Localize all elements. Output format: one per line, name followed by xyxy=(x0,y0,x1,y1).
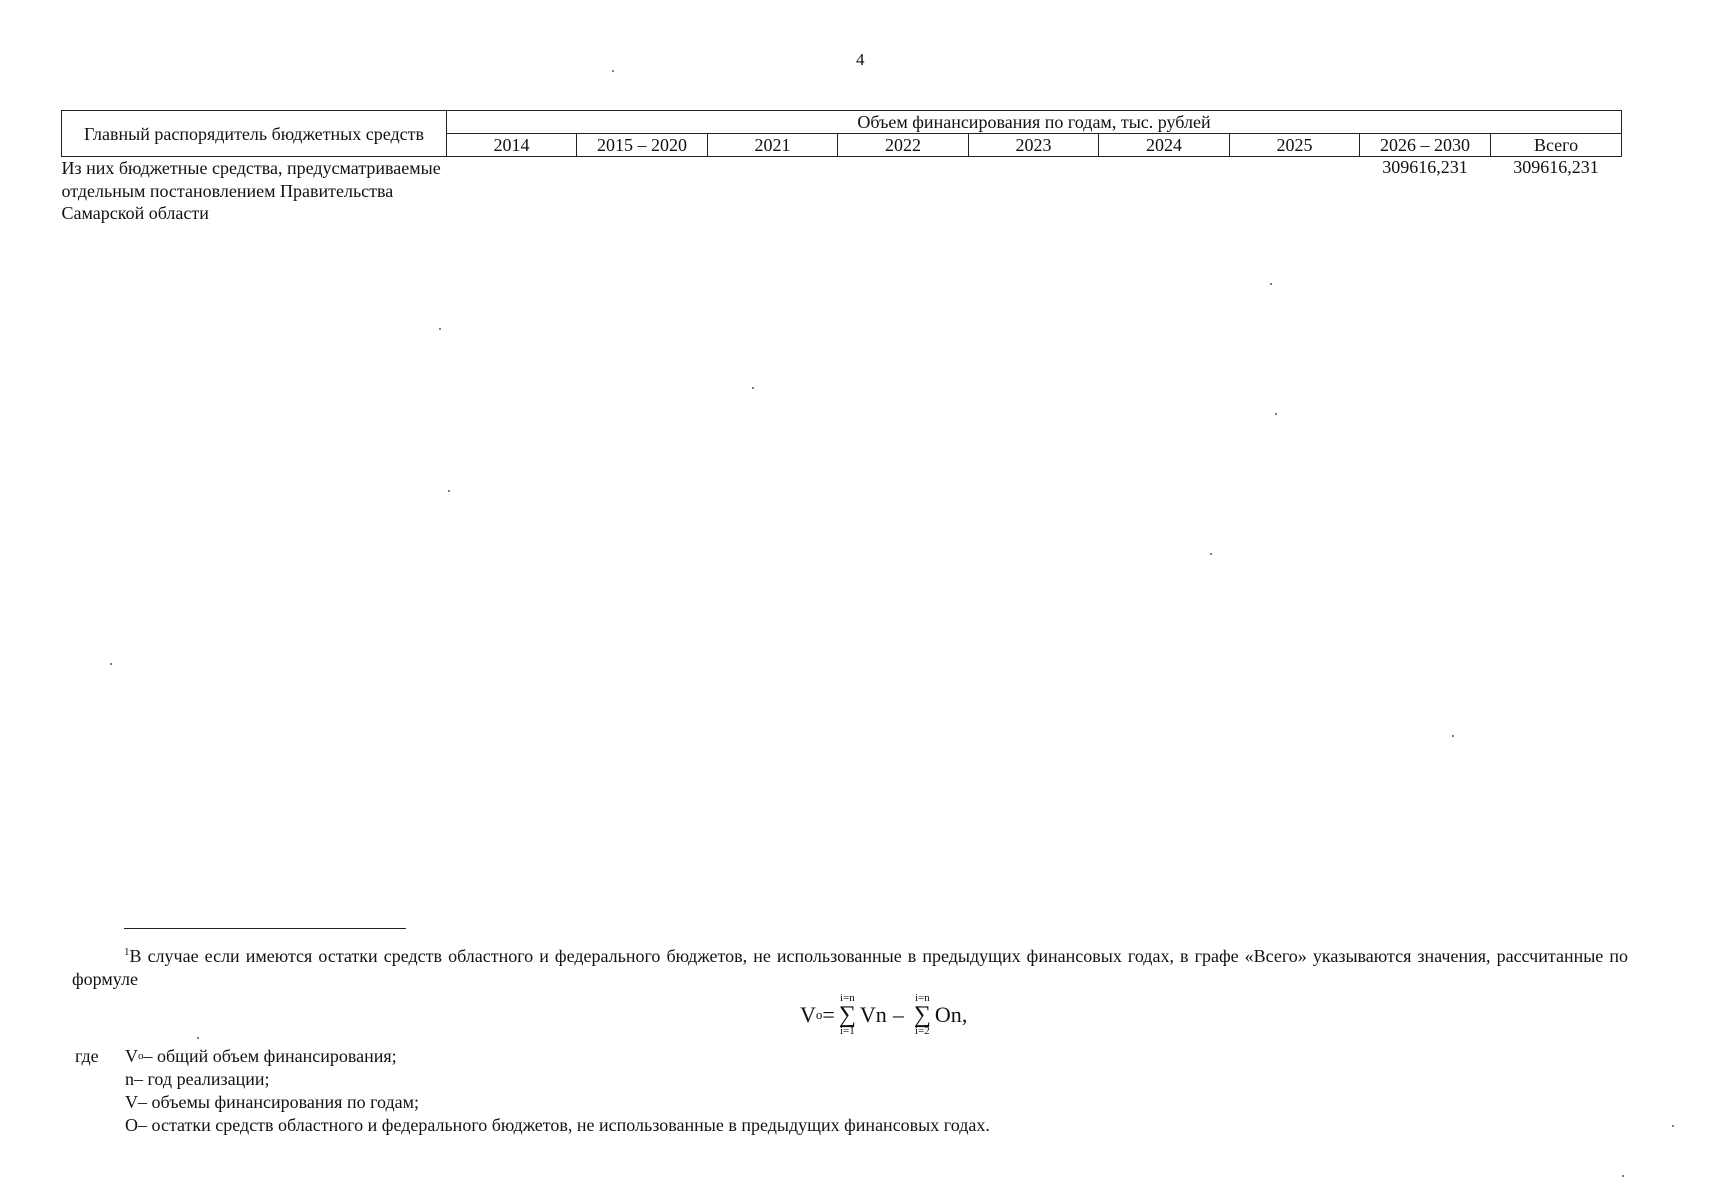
table-row xyxy=(62,157,1622,225)
table-cell xyxy=(838,157,969,225)
definition-row xyxy=(75,1114,990,1137)
page-number: 4 xyxy=(856,50,865,69)
definition-row xyxy=(75,1068,990,1091)
definition-sub: о xyxy=(138,1050,144,1062)
sum-operator-1 xyxy=(839,993,856,1037)
sigma-icon: ∑ xyxy=(913,1002,931,1028)
definition-row xyxy=(75,1045,990,1068)
definition-text: – объемы финансирования по годам; xyxy=(138,1092,420,1112)
footnote-marker: 1 xyxy=(124,946,130,958)
table-header-year: 2024 xyxy=(1099,134,1230,157)
sum-upper-limit: i=n xyxy=(914,992,930,1004)
definitions xyxy=(75,1045,990,1137)
table-header-year: 2026 – 2030 xyxy=(1360,134,1491,157)
sigma-icon: ∑ xyxy=(838,1002,856,1028)
table-header-year: 2015 – 2020 xyxy=(577,134,708,157)
table-cell xyxy=(1230,157,1360,225)
footnote-text xyxy=(72,941,1628,990)
formula-lhs: V xyxy=(800,1002,816,1027)
table-header-year: 2014 xyxy=(447,134,577,157)
table-cell-total: 309616,231 xyxy=(1513,157,1599,177)
definition-text: – общий объем финансирования; xyxy=(143,1046,397,1066)
table-header-distributor: Главный распорядитель бюджетных средств xyxy=(62,111,447,157)
sum-upper-limit: i=n xyxy=(839,992,855,1004)
table-header-total: Всего xyxy=(1491,134,1622,157)
table-cell-2026-2030: 309616,231 xyxy=(1382,157,1468,177)
table-header-year: 2022 xyxy=(838,134,969,157)
formula-minus: – xyxy=(892,1002,904,1027)
table-cell xyxy=(447,157,577,225)
definition-symbol: V xyxy=(125,1046,138,1066)
formula-end: , xyxy=(961,1002,968,1027)
table-header-year: 2025 xyxy=(1230,134,1360,157)
definitions-lead: где xyxy=(75,1046,99,1066)
sum-lower-limit: i=1 xyxy=(839,1025,855,1037)
row-label: Из них бюджетные средства, предусматриваемые отдельным постановлением Правительства Самарской области xyxy=(61,158,441,223)
definition-symbol: n xyxy=(125,1069,134,1089)
formula-lhs-sub: o xyxy=(815,1007,823,1022)
table-header-financing: Объем финансирования по годам, тыс. рублей xyxy=(447,111,1622,134)
sum-operator-2 xyxy=(914,993,931,1037)
sum-lower-limit: i=2 xyxy=(914,1025,930,1037)
sum-term-1: Vn xyxy=(859,1002,887,1027)
definition-row xyxy=(75,1091,990,1114)
financing-table xyxy=(61,110,1622,225)
table-header-year: 2021 xyxy=(708,134,838,157)
definition-symbol: V xyxy=(125,1092,138,1112)
definition-text: – год реализации; xyxy=(134,1069,270,1089)
formula-eq: = xyxy=(822,1002,835,1027)
table-cell xyxy=(969,157,1099,225)
footnote-body: В случае если имеются остатки средств областного и федерального бюджетов, не использованные в предыдущих финансовых годах, в графе «Всего» указываются значения, рассчитанные по формуле xyxy=(72,946,1628,989)
footnote-divider xyxy=(124,928,406,929)
formula xyxy=(800,990,967,1040)
sum-term-2: On xyxy=(934,1002,962,1027)
definition-text: – остатки средств областного и федерального бюджетов, не использованные в предыдущих финансовых годах. xyxy=(138,1115,990,1135)
definition-symbol: O xyxy=(125,1115,138,1135)
table-cell xyxy=(577,157,708,225)
table-cell xyxy=(1099,157,1230,225)
table-cell xyxy=(708,157,838,225)
table-header-year: 2023 xyxy=(969,134,1099,157)
